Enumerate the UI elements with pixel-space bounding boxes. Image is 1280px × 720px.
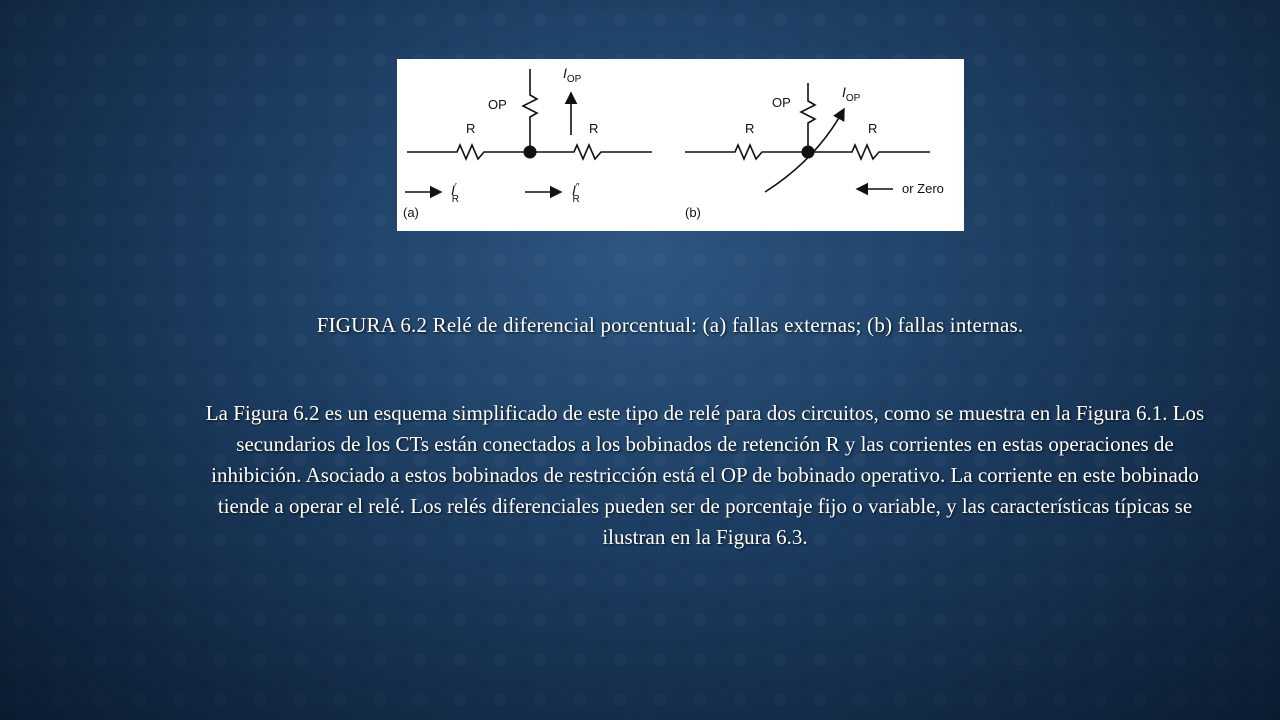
r-left-label-a: R — [466, 121, 476, 136]
body-paragraph: La Figura 6.2 es un esquema simplificado de este tipo de relé para dos circuitos, como se muestra en la Figura 6.1. Los secundarios de los CTs están conectados a los bobinados de retención R y las corrientes en estas operaciones de inhibición. Asociado a estos bobinados de restricción está el OP de bobinado operativo. La corriente en este bobinado tiende a operar el relé. Los relés diferenciales pueden ser de porcentaje fijo o variable, y las características típicas se ilustran en la Figura 6.3. — [205, 401, 1205, 549]
op-label-a: OP — [488, 97, 507, 112]
relay-diagram — [397, 59, 964, 231]
op-coil-b — [801, 83, 815, 152]
diagram-b — [685, 83, 944, 220]
iop-label-b: $I_{OP}$ — [842, 84, 861, 104]
op-coil-a — [523, 69, 537, 152]
r-left-label-b: R — [745, 121, 755, 136]
diagram-a — [403, 65, 652, 220]
relay-diagram-image — [397, 59, 964, 231]
tag-b: (b) — [685, 205, 701, 220]
r-right-label-a: R — [589, 121, 599, 136]
figure-caption: FIGURA 6.2 Relé de diferencial porcentual: (a) fallas externas; (b) fallas internas. — [316, 313, 1024, 337]
r-right-label-b: R — [868, 121, 878, 136]
junction-dot-a — [524, 146, 537, 159]
or-zero-label-b: or Zero — [902, 181, 944, 196]
ir2-label-a: I″ R — [572, 182, 580, 205]
tag-a: (a) — [403, 205, 419, 220]
op-label-b: OP — [772, 95, 791, 110]
ir1-label-a: I′ R — [451, 182, 459, 205]
iop-label-a: $I_{OP}$ — [563, 65, 582, 85]
